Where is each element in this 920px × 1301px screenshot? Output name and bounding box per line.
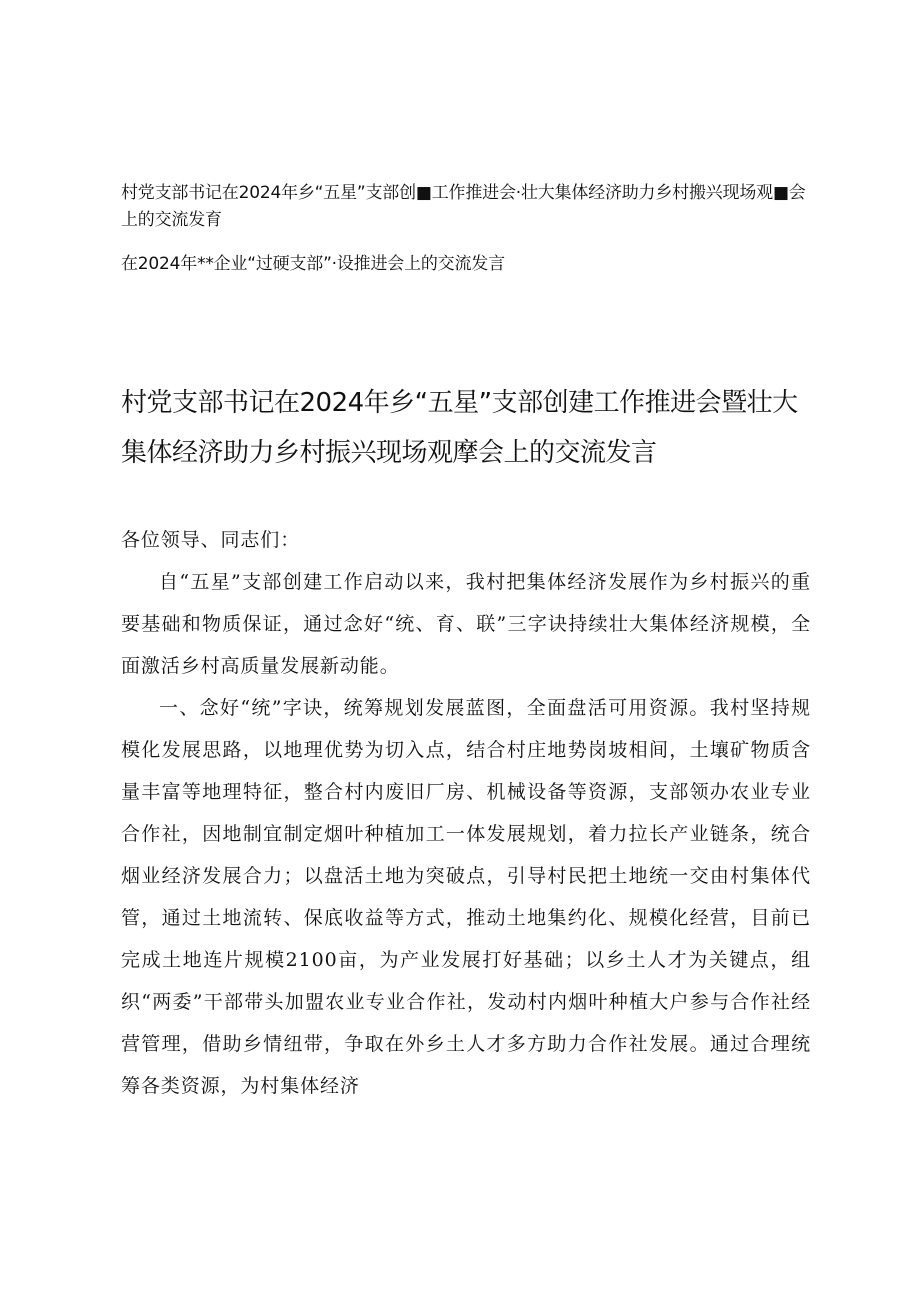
salutation: 各位领导、同志们： bbox=[121, 529, 301, 551]
paragraph: 一、念好“统”字诀，统筹规划发展蓝图，全面盘活可用资源。我村坚持规模化发展思路，以地理优势为切入点，结合村庄地势岗坡相间，土壤矿物质含量丰富等地理特征，整合村内废旧厂房、机械设备等资源，支部领办农业专业合作社，因地制宜制定烟叶种植加工一体发展规划，着力拉长产业链条，统合烟业经济发展合力；以盘活土地为突破点，引导村民把土地统一交由村集体代管，通过土地流转、保底收益等方式，推动土地集约化、规模化经营，目前已完成土地连片规模2100亩，为产业发展打好基础；以乡土人才为关键点，组织“两委”干部带头加盟农业专业合作社，发动村内烟叶种植大户参与合作社经营管理，借助乡情纽带，争取在外乡土人才多方助力合作社发展。通过合理统筹各类资源，为村集体经济 bbox=[121, 697, 811, 1097]
toc-entry[interactable]: 在2024年**企业“过硬支部”·设推进会上的交流发言 bbox=[121, 254, 505, 274]
document-title: 村党支部书记在2024年乡“五星”支部创建工作推进会暨壮大集体经济助力乡村振兴现场观摩会上的交流发言 bbox=[121, 388, 798, 468]
table-of-contents bbox=[121, 180, 821, 295]
document-body bbox=[121, 519, 811, 1107]
toc-entry[interactable]: 村党支部书记在2024年乡“五星”支部创■工作推进会·壮大集体经济助力乡村搬兴现场观■会上的交流发育 bbox=[121, 183, 806, 230]
paragraph: 自“五星”支部创建工作启动以来，我村把集体经济发展作为乡村振兴的重要基础和物质保证，通过念好“统、育、联”三字诀持续壮大集体经济规模，全面激活乡村高质量发展新动能。 bbox=[121, 571, 811, 677]
